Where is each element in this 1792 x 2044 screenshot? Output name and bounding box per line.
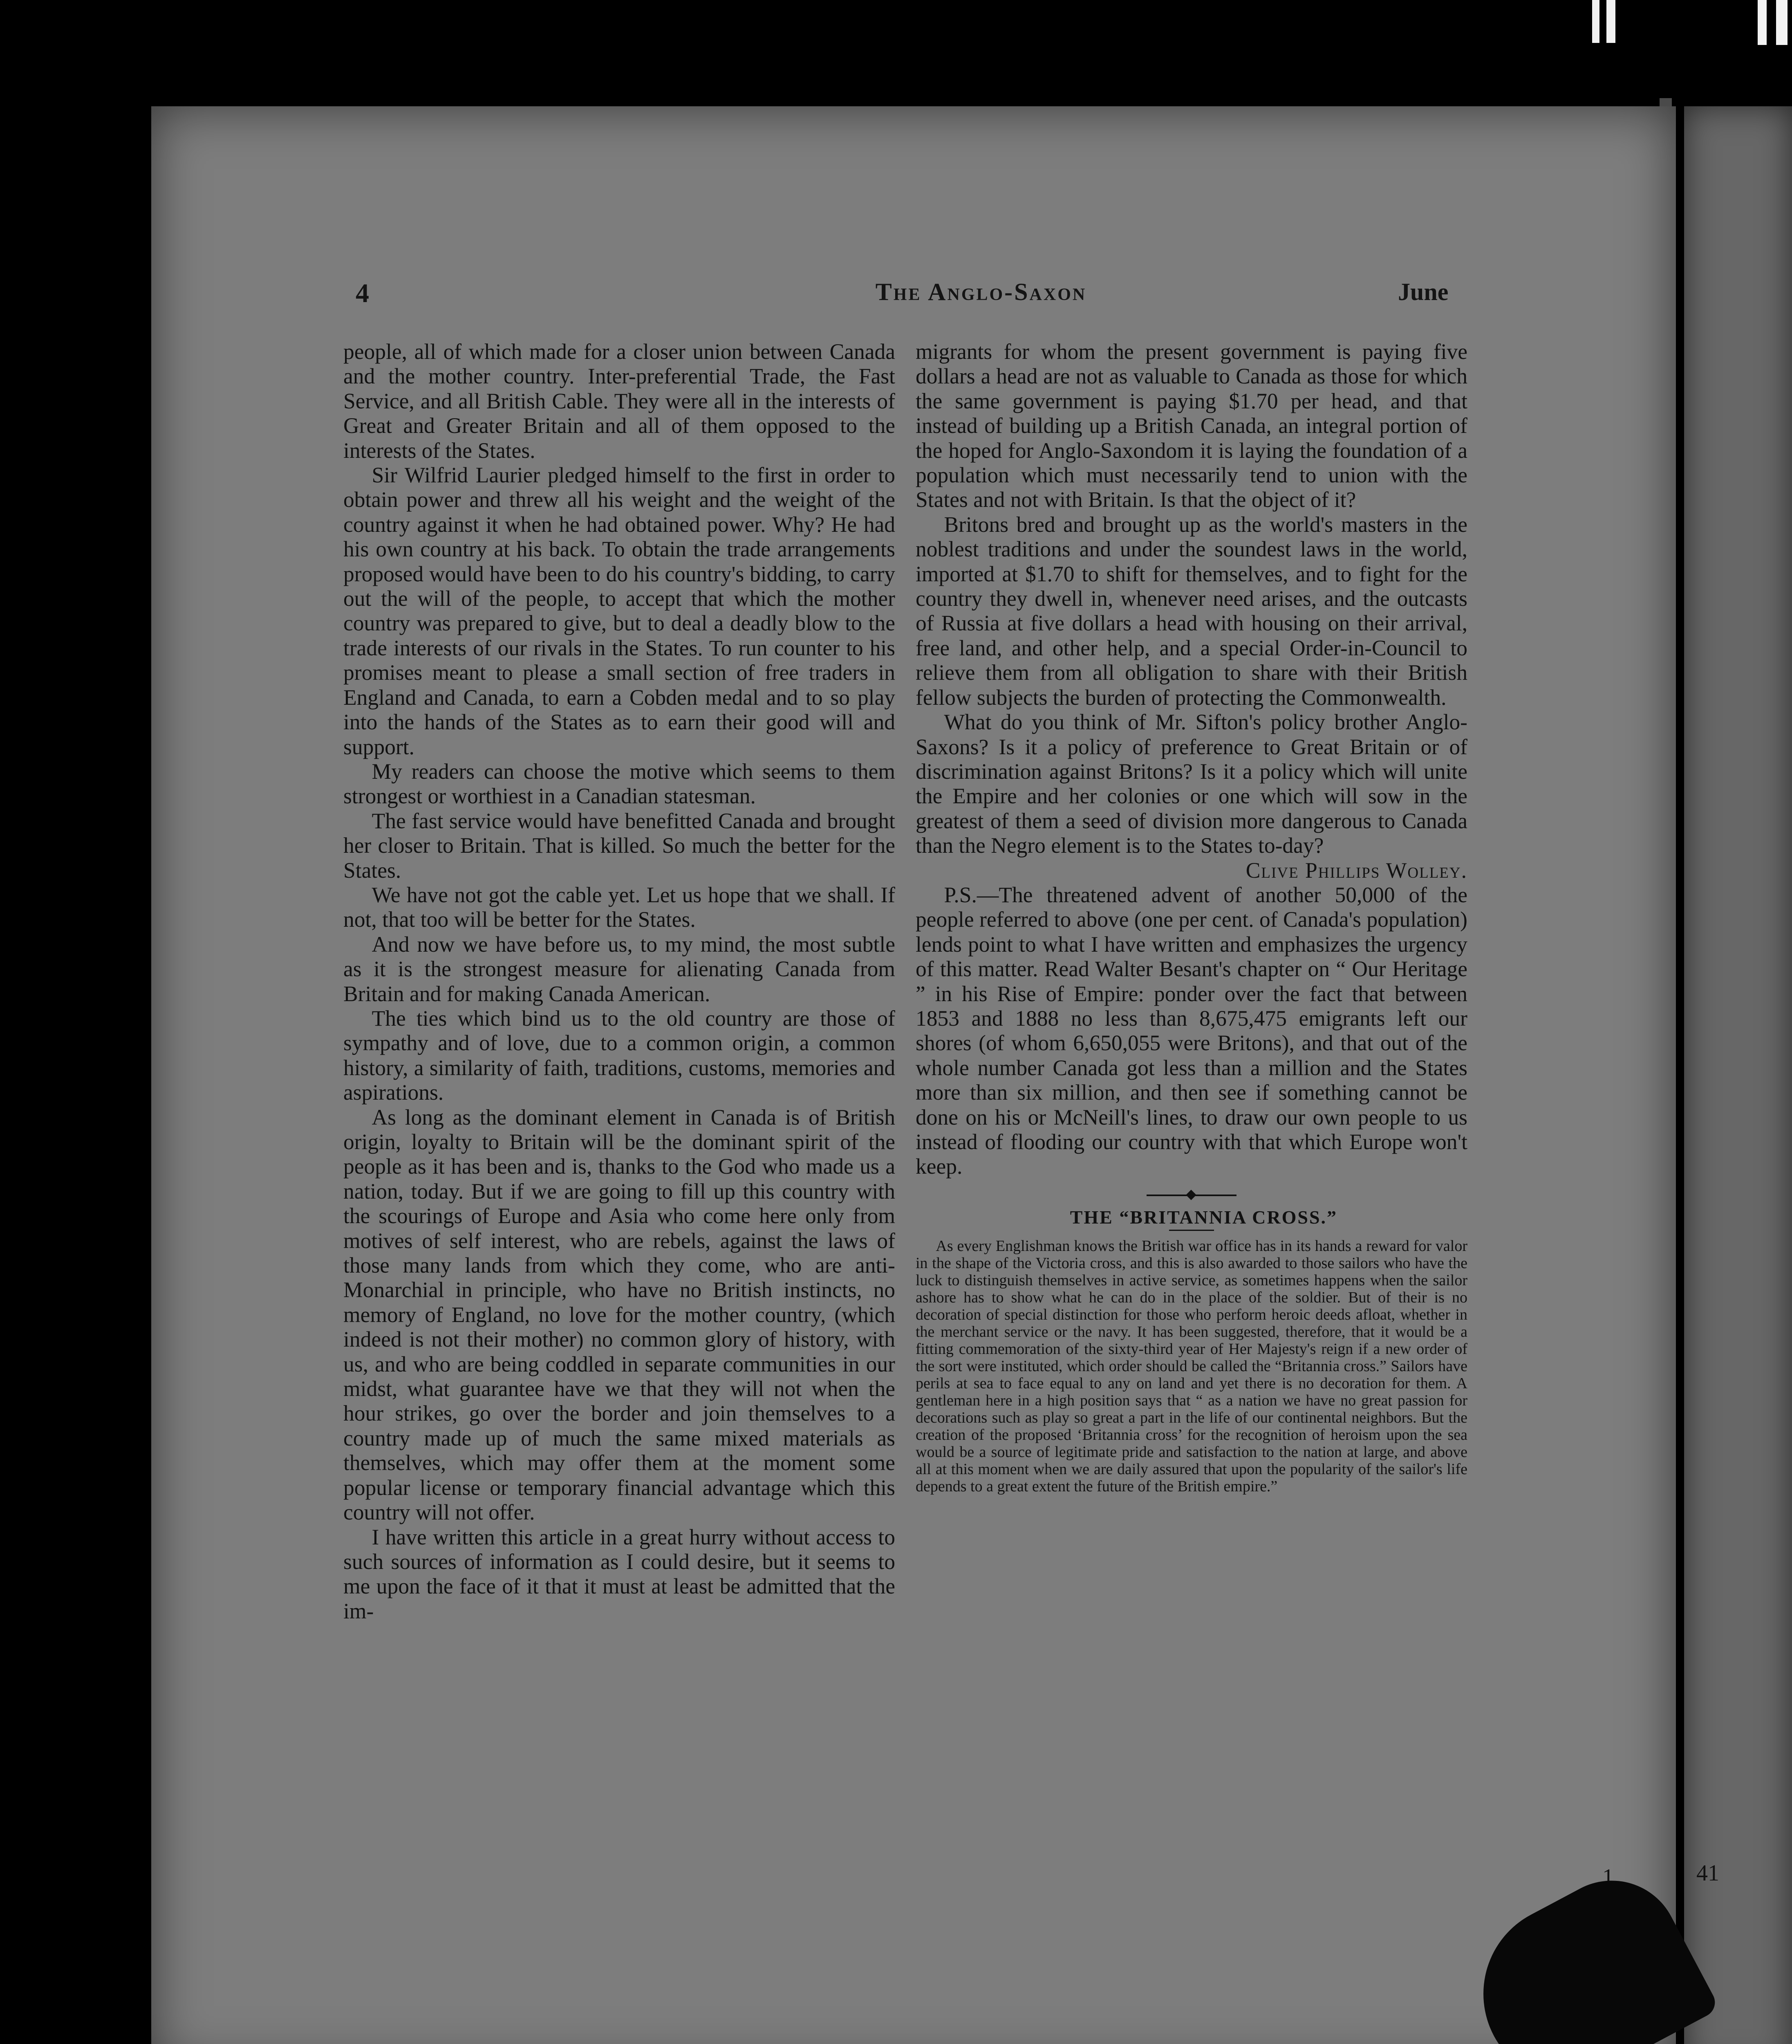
scan-edge-bar — [1776, 0, 1788, 45]
postscript: P.S.—The threatened advent of another 50,000 of the people referred to above (one per cent. of Canada's population) lends point to what I have written and emphasizes the urgency of this matter. Read Walter Besant's chapter on “ Our Heritage ” in his Rise of Empire: ponder over the fact that between 1853 and 1888 no less than 8,675,475 emigrants left our shores (of whom 6,650,055 were Britons), and that out of the whole number Canada got less than a million and the States more than six million, and then see if something cannot be done on his or McNeill's lines, to draw our own people to us instead of flooding our country with that which Europe won't keep. — [916, 882, 1467, 1179]
paragraph: What do you think of Mr. Sifton's policy brother Anglo-Saxons? Is it a policy of preference to Great Britain or of discrimination against Britons? Is it a policy which will unite the Empire and her colonies or one which will sow in the greatest of them a seed of division more dangerous to Canada than the Negro element is to the States to-day? — [916, 710, 1467, 858]
document-page — [151, 106, 1676, 2044]
paragraph: I have written this article in a great hurry without access to such sources of information as I could desire, but it seems to me upon the face of it that it must at least be admitted that the im- — [343, 1524, 895, 1623]
left-column — [343, 339, 895, 1623]
paragraph: As long as the dominant element in Canada is of British origin, loyalty to Britain will be the dominant spirit of the people as it has been and is, thanks to the God who made us a nation, today. But if we are going to fill up this country with the scourings of Europe and Asia who come here only from motives of self interest, who are rebels, against the laws of those many lands from which they come, who are anti-Monarchial in principle, who have no British instincts, no memory of England, no love for the mother country, (which indeed is not their mother) no common glory of history, with us, and who are being coddled in separate communities in our midst, what guarantee have we that they will not when the hour strikes, go over the border and join themselves to a country made up of much the same mixed materials as themselves, which may offer them at the moment some popular license or temporary financial advantage which this country will not offer. — [343, 1105, 895, 1525]
paragraph: migrants for whom the present government is paying five dollars a head are not as valuable to Canada as those for which the same government is paying $1.70 per head, and that instead of building up a British Canada, an integral portion of the hoped for Anglo-Saxondom it is laying the foundation of a population which must necessarily tend to union with the States and not with Britain. Is that the object of it? — [916, 339, 1467, 512]
scan-edge-bar — [1592, 0, 1599, 43]
sub-article-text: As every Englishman knows the British war office has in its hands a reward for valor in the shape of the Victoria cross, and this is also awarded to those sailors who have the luck to distinguish themselves in active service, as sometimes happens when the sailor ashore has to show what he can do in the place of the soldier. But of their is no decoration of special distinction for those who perform heroic deeds afloat, whether in the merchant service or the navy. It has been suggested, therefore, that it would be a fitting commemoration of the sixty-third year of Her Majesty's reign if a new order of the sort were instituted, which order should be called the “Britannia cross.” Sailors have perils at sea to face equal to any on land and yet there is no decoration for them. A gentleman here in a high position says that “ as a nation we have no great passion for decorations such as play so great a part in the life of our continental neighbors. But the creation of the proposed ‘Britannia cross’ for the recognition of heroism upon the sea would be a source of legitimate pride and satisfaction to the nation at large, and above all at this moment when we are daily assured that upon the popularity of the sailor's life depends to a great extent the future of the British empire.” — [916, 1237, 1467, 1495]
scan-edge-bar — [1758, 0, 1767, 45]
running-header — [151, 278, 1676, 311]
paragraph: The ties which bind us to the old country are those of sympathy and of love, due to a common origin, a common history, a similarity of faith, traditions, customs, memories and aspirations. — [343, 1006, 895, 1105]
adjacent-page-edge — [1684, 106, 1792, 2044]
journal-title: The Anglo-Saxon — [875, 278, 1087, 305]
issue-month: June — [1398, 278, 1449, 305]
margin-mark: 41 — [1696, 1860, 1719, 1886]
paragraph: The fast service would have benefitted Canada and brought her closer to Britain. That is killed. So much the better for the States. — [343, 808, 895, 883]
paragraph: We have not got the cable yet. Let us hope that we shall. If not, that too will be better for the States. — [343, 882, 895, 932]
paragraph: Britons bred and brought up as the world's masters in the noblest traditions and under the soundest laws in the world, imported at $1.70 to shift for themselves, and to fight for the country they dwell in, whenever need arises, and the outcasts of Russia at five dollars a head with housing on their arrival, free land, and other help, and a special Order-in-Council to relieve them from all obligation to share with their British fellow subjects the burden of protecting the Commonwealth. — [916, 512, 1467, 710]
sub-article-title: THE “BRITANNIA CROSS.” — [1070, 1206, 1338, 1228]
author-signature: Clive Phillips Wolley. — [1245, 858, 1467, 883]
paragraph: Sir Wilfrid Laurier pledged himself to the first in order to obtain power and threw all his weight and the weight of the country against it when he had obtained power. Why? He had his own country at his back. To obtain the trade arrangements proposed would have been to do his country's bidding, to carry out the will of the people, to accept that which the mother country was prepared to give, but to deal a deadly blow to the trade interests of our rivals in the States. To run counter to his promises meant to please a small section of free traders in England and Canada, to earn a Cobden medal and to so play into the hands of the States as to earn their good will and support. — [343, 463, 895, 759]
title-rule — [1169, 1230, 1214, 1231]
right-column — [916, 339, 1467, 1495]
margin-mark: 1 — [1602, 1865, 1614, 1890]
page-number: 4 — [356, 278, 369, 308]
paragraph: My readers can choose the motive which seems to them strongest or worthiest in a Canadian statesman. — [343, 759, 895, 809]
scan-edge-bar — [1606, 0, 1615, 43]
paragraph: And now we have before us, to my mind, the most subtle as it is the strongest measure for alienating Canada from Britain and for making Canada American. — [343, 932, 895, 1006]
section-divider — [1147, 1195, 1236, 1196]
paragraph: people, all of which made for a closer union between Canada and the mother country. Inter-preferential Trade, the Fast Service, and all British Cable. They were all in the interests of Great and Greater Britain and all of them opposed to the interests of the States. — [343, 339, 895, 463]
